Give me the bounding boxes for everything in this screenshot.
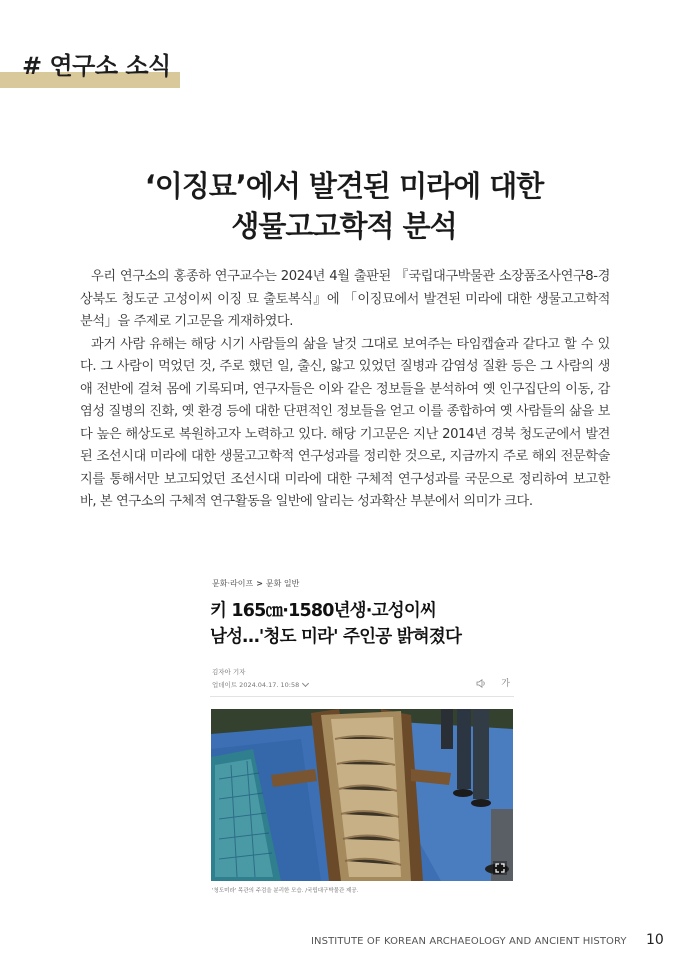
chevron-down-icon[interactable] xyxy=(302,680,309,687)
news-updated-time: 업데이트 2024.04.17. 10:58 xyxy=(212,681,300,689)
section-tag-label: # 연구소 소식 xyxy=(22,52,171,80)
article-paragraph-1: 우리 연구소의 홍종하 연구교수는 2024년 4월 출판된 『국립대구박물관 소장품조사연구8-경상북도 청도군 고성이씨 이징 묘 출토복식』에 「이징묘에서 발견된 미라에 대한 생물고고학적 분석」을 주제로 기고문을 게재하였다. xyxy=(80,269,610,329)
breadcrumb-separator: > xyxy=(256,579,263,588)
news-tools xyxy=(476,676,510,689)
breadcrumb-item-culture-life[interactable]: 문화·라이프 xyxy=(212,579,254,588)
news-reporter[interactable]: 김자아 기자 xyxy=(212,668,246,676)
font-size-button[interactable]: 가 xyxy=(501,679,510,689)
photo-caption: '청도미라' 목관의 주검을 분리한 모습. /국립대구박물관 제공. xyxy=(212,888,359,894)
news-headline[interactable] xyxy=(210,598,514,650)
news-breadcrumb xyxy=(212,578,299,589)
footer-organization: INSTITUTE OF KOREAN ARCHAEOLOGY AND ANCIENT HISTORY xyxy=(311,936,627,947)
article-body xyxy=(80,266,610,514)
breadcrumb-item-culture-general[interactable]: 문화 일반 xyxy=(265,579,300,588)
page-number: 10 xyxy=(646,932,664,948)
article-paragraph-2: 과거 사람 유해는 해당 시기 사람들의 삶을 날것 그대로 보여주는 타임캡슐과 같다고 할 수 있다. 그 사람이 먹었던 것, 주로 했던 일, 출신, 앓고 있었던 질병과 감염성 질환 등은 그 사람의 생애 전반에 걸쳐 몸에 기록되며, 연구자들은 이와 같은 정보들을 분석하여 옛 인구집단의 이동, 감염성 질병의 진화, 옛 환경 등에 대한 단편적인 정보들을 얻고 이를 종합하여 옛 사람들의 삶을 보다 높은 해상도로 복원하고자 노력하고 있다. 해당 기고문은 지난 2014년 경북 청도군에서 발견된 조선시대 미라에 대한 생물고고학적 연구성과를 정리한 것으로, 지금까지 주로 해외 전문학술지를 통해서만 보고되었던 조선시대 미라에 대한 구체적 연구성과를 국문으로 정리하여 보고한 바, 본 연구소의 구체적 연구활동을 일반에 알리는 성과확산 부분에서 의미가 크다. xyxy=(80,336,610,509)
article-title-line-2: 생물고고학적 분석 xyxy=(231,209,457,243)
speaker-icon[interactable] xyxy=(476,679,489,689)
article-title xyxy=(60,166,628,246)
news-clipping xyxy=(208,570,516,902)
expand-icon[interactable] xyxy=(493,861,507,875)
news-updated xyxy=(212,680,308,689)
section-tag xyxy=(0,46,180,90)
news-divider xyxy=(210,696,514,697)
news-photo[interactable] xyxy=(211,709,513,881)
news-headline-line-1: 키 165㎝·1580년생·고성이씨 xyxy=(210,601,437,621)
news-headline-line-2: 남성…'청도 미라' 주인공 밝혀졌다 xyxy=(210,627,462,647)
article-title-line-1: ‘이징묘’에서 발견된 미라에 대한 xyxy=(144,169,544,203)
mummy-coffin-photo xyxy=(211,709,513,881)
